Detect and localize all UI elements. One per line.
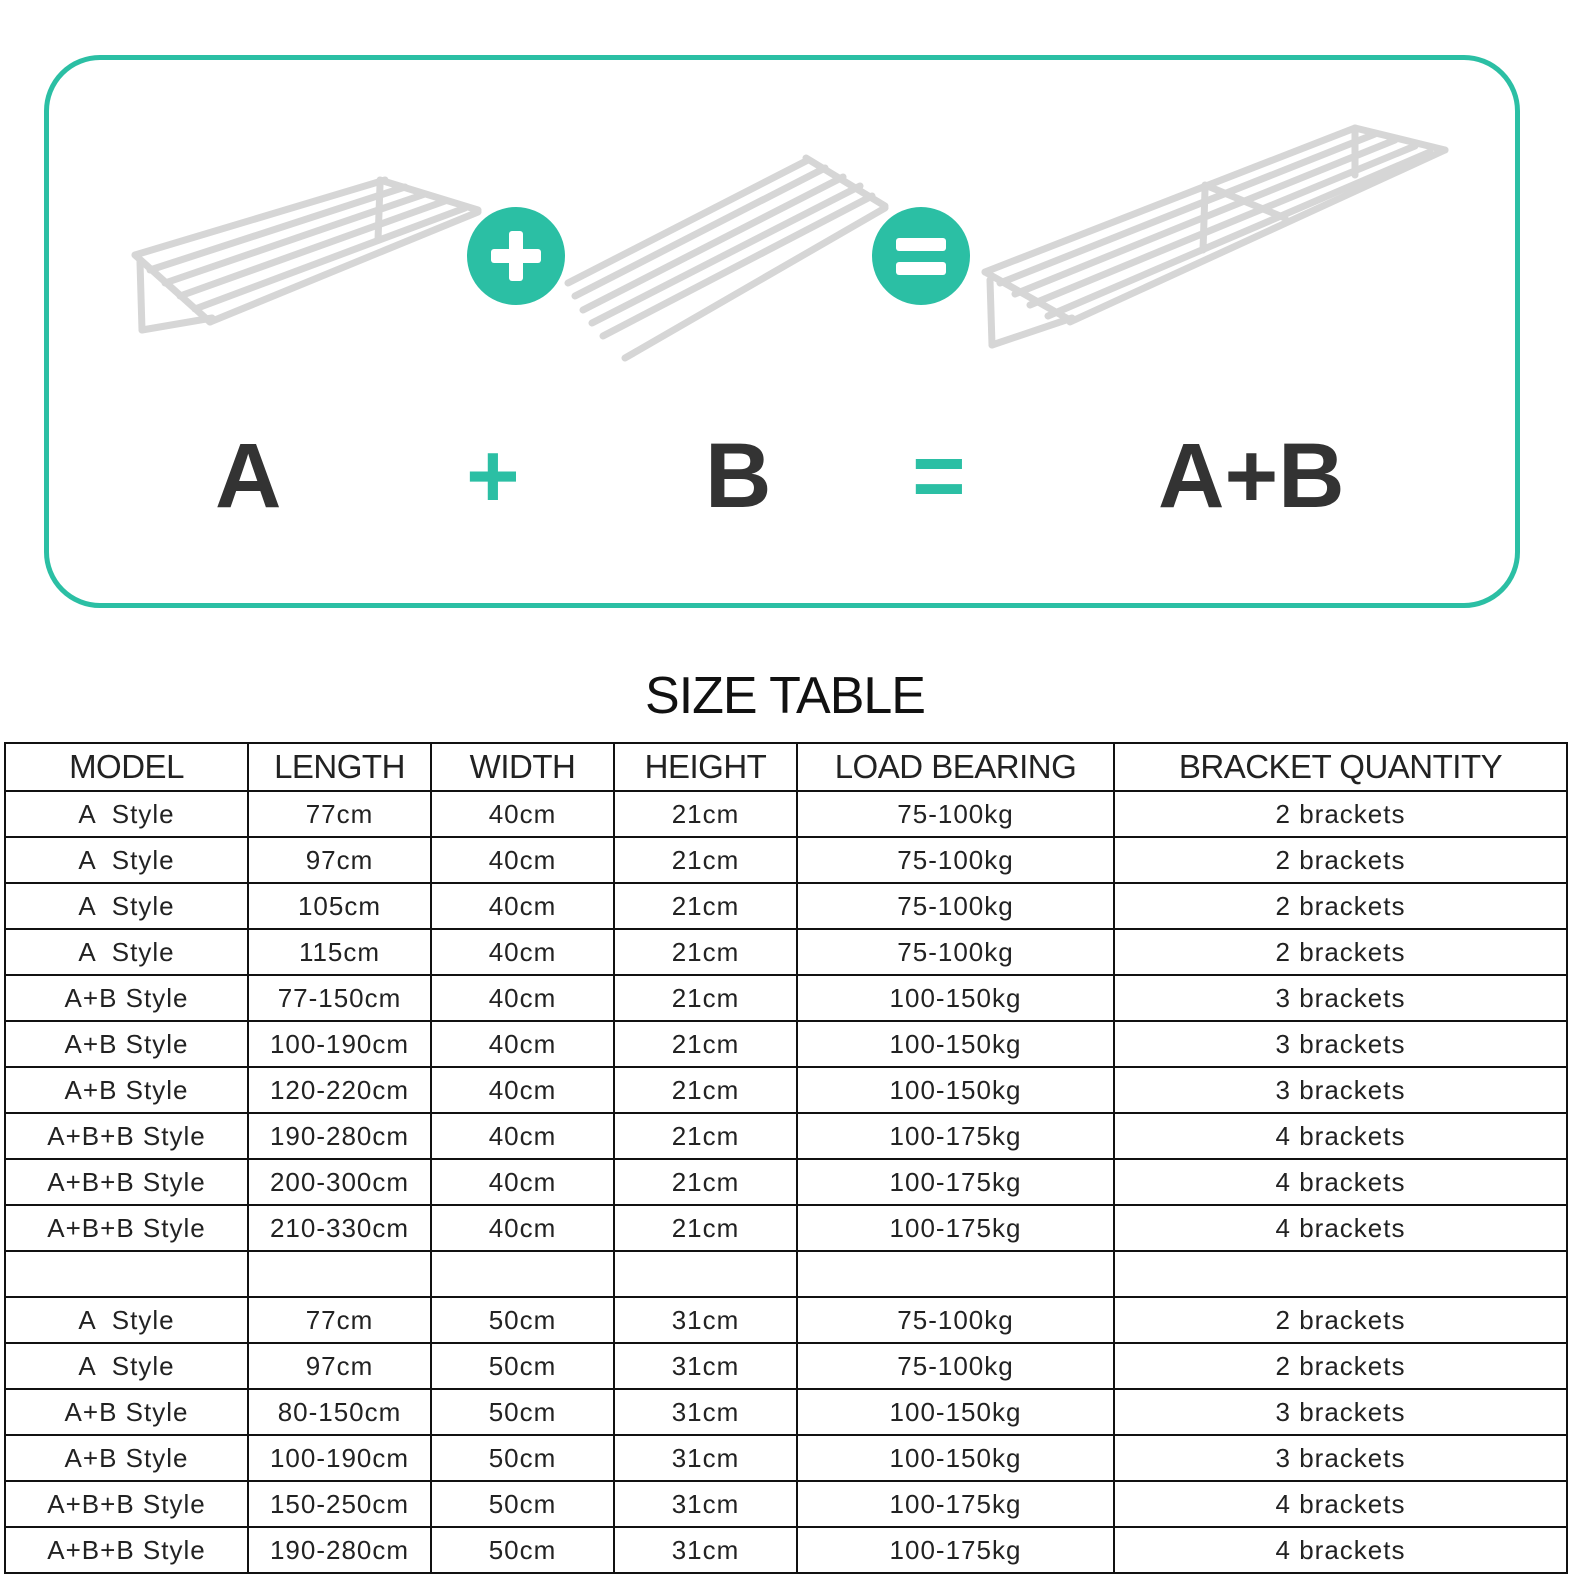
table-row	[5, 1389, 1567, 1435]
cell-height	[614, 1251, 797, 1297]
table-row	[5, 1113, 1567, 1159]
cell-model: A+B+B Style	[5, 1481, 248, 1527]
table-row	[5, 1021, 1567, 1067]
cell-bracket-quantity: 3 brackets	[1114, 1435, 1567, 1481]
table-row	[5, 975, 1567, 1021]
cell-width: 40cm	[431, 1205, 614, 1251]
cell-load-bearing: 100-150kg	[797, 1021, 1114, 1067]
label-ab: A+B	[1158, 425, 1345, 527]
cell-height: 31cm	[614, 1435, 797, 1481]
table-row	[5, 1205, 1567, 1251]
cell-length	[248, 1251, 431, 1297]
cell-model: A Style	[5, 1343, 248, 1389]
cell-bracket-quantity: 3 brackets	[1114, 975, 1567, 1021]
plus-circle-icon	[467, 207, 565, 305]
cell-bracket-quantity	[1114, 1251, 1567, 1297]
table-row	[5, 883, 1567, 929]
cell-load-bearing: 100-150kg	[797, 1389, 1114, 1435]
cell-height: 21cm	[614, 929, 797, 975]
table-row	[5, 1527, 1567, 1573]
cell-length: 77-150cm	[248, 975, 431, 1021]
cell-bracket-quantity: 3 brackets	[1114, 1067, 1567, 1113]
table-row	[5, 1297, 1567, 1343]
cell-width: 40cm	[431, 929, 614, 975]
cell-height: 31cm	[614, 1527, 797, 1573]
cell-width: 50cm	[431, 1297, 614, 1343]
cell-model: A+B Style	[5, 1435, 248, 1481]
cell-model: A+B+B Style	[5, 1159, 248, 1205]
cell-width: 50cm	[431, 1389, 614, 1435]
cell-length: 97cm	[248, 837, 431, 883]
cell-length: 100-190cm	[248, 1021, 431, 1067]
cell-load-bearing: 100-175kg	[797, 1527, 1114, 1573]
table-row	[5, 1251, 1567, 1297]
cell-length: 77cm	[248, 1297, 431, 1343]
table-header-row	[5, 743, 1567, 791]
cell-width: 40cm	[431, 1067, 614, 1113]
table-row	[5, 1435, 1567, 1481]
cell-width: 40cm	[431, 1021, 614, 1067]
table-row	[5, 1343, 1567, 1389]
cell-height: 31cm	[614, 1297, 797, 1343]
cell-load-bearing: 100-175kg	[797, 1159, 1114, 1205]
cell-height: 21cm	[614, 1205, 797, 1251]
cell-bracket-quantity: 3 brackets	[1114, 1389, 1567, 1435]
cell-load-bearing: 75-100kg	[797, 1297, 1114, 1343]
size-table	[4, 742, 1568, 1574]
cell-height: 21cm	[614, 1021, 797, 1067]
cell-load-bearing	[797, 1251, 1114, 1297]
cell-bracket-quantity: 4 brackets	[1114, 1205, 1567, 1251]
cell-load-bearing: 75-100kg	[797, 883, 1114, 929]
shelf-a-image	[135, 180, 478, 330]
table-row	[5, 791, 1567, 837]
cell-height: 21cm	[614, 1113, 797, 1159]
table-row	[5, 837, 1567, 883]
size-table-title: SIZE TABLE	[645, 667, 925, 725]
cell-length: 100-190cm	[248, 1435, 431, 1481]
table-row	[5, 1067, 1567, 1113]
cell-width: 40cm	[431, 1159, 614, 1205]
cell-load-bearing: 100-175kg	[797, 1205, 1114, 1251]
cell-length: 150-250cm	[248, 1481, 431, 1527]
cell-width: 40cm	[431, 837, 614, 883]
cell-height: 21cm	[614, 837, 797, 883]
cell-bracket-quantity: 2 brackets	[1114, 1343, 1567, 1389]
cell-load-bearing: 100-175kg	[797, 1113, 1114, 1159]
cell-width: 40cm	[431, 1113, 614, 1159]
cell-bracket-quantity: 2 brackets	[1114, 1297, 1567, 1343]
cell-model: A+B Style	[5, 1021, 248, 1067]
cell-width: 50cm	[431, 1481, 614, 1527]
cell-bracket-quantity: 4 brackets	[1114, 1159, 1567, 1205]
header-height: HEIGHT	[614, 743, 797, 791]
cell-width: 40cm	[431, 883, 614, 929]
cell-length: 200-300cm	[248, 1159, 431, 1205]
cell-height: 31cm	[614, 1343, 797, 1389]
cell-height: 21cm	[614, 1159, 797, 1205]
cell-height: 31cm	[614, 1481, 797, 1527]
label-b: B	[705, 425, 772, 527]
cell-bracket-quantity: 2 brackets	[1114, 883, 1567, 929]
cell-length: 105cm	[248, 883, 431, 929]
cell-width: 40cm	[431, 791, 614, 837]
header-load-bearing: LOAD BEARING	[797, 743, 1114, 791]
cell-model: A+B+B Style	[5, 1205, 248, 1251]
cell-load-bearing: 100-150kg	[797, 975, 1114, 1021]
label-a: A	[215, 425, 282, 527]
table-row	[5, 1159, 1567, 1205]
cell-bracket-quantity: 4 brackets	[1114, 1481, 1567, 1527]
cell-length: 97cm	[248, 1343, 431, 1389]
shelf-ab-image	[985, 128, 1445, 345]
cell-height: 21cm	[614, 883, 797, 929]
cell-model	[5, 1251, 248, 1297]
cell-load-bearing: 100-175kg	[797, 1481, 1114, 1527]
cell-width: 40cm	[431, 975, 614, 1021]
cell-bracket-quantity: 2 brackets	[1114, 837, 1567, 883]
cell-load-bearing: 75-100kg	[797, 929, 1114, 975]
cell-bracket-quantity: 2 brackets	[1114, 929, 1567, 975]
cell-length: 120-220cm	[248, 1067, 431, 1113]
cell-model: A Style	[5, 791, 248, 837]
cell-model: A+B+B Style	[5, 1527, 248, 1573]
cell-load-bearing: 100-150kg	[797, 1435, 1114, 1481]
shelf-illustration	[0, 0, 1570, 620]
cell-length: 210-330cm	[248, 1205, 431, 1251]
plus-sign: +	[466, 425, 520, 527]
cell-load-bearing: 100-150kg	[797, 1067, 1114, 1113]
header-model: MODEL	[5, 743, 248, 791]
cell-height: 21cm	[614, 791, 797, 837]
cell-length: 190-280cm	[248, 1113, 431, 1159]
cell-bracket-quantity: 2 brackets	[1114, 791, 1567, 837]
cell-load-bearing: 75-100kg	[797, 837, 1114, 883]
equals-sign: =	[912, 425, 966, 527]
cell-height: 21cm	[614, 1067, 797, 1113]
cell-length: 77cm	[248, 791, 431, 837]
cell-height: 31cm	[614, 1389, 797, 1435]
header-length: LENGTH	[248, 743, 431, 791]
header-bracket-quantity: BRACKET QUANTITY	[1114, 743, 1567, 791]
cell-length: 80-150cm	[248, 1389, 431, 1435]
cell-width: 50cm	[431, 1343, 614, 1389]
cell-length: 190-280cm	[248, 1527, 431, 1573]
cell-bracket-quantity: 4 brackets	[1114, 1113, 1567, 1159]
cell-model: A Style	[5, 929, 248, 975]
cell-model: A+B Style	[5, 975, 248, 1021]
cell-model: A Style	[5, 1297, 248, 1343]
cell-model: A Style	[5, 883, 248, 929]
equals-circle-icon	[872, 207, 970, 305]
cell-model: A+B Style	[5, 1389, 248, 1435]
cell-length: 115cm	[248, 929, 431, 975]
cell-width: 50cm	[431, 1527, 614, 1573]
cell-bracket-quantity: 3 brackets	[1114, 1021, 1567, 1067]
cell-model: A Style	[5, 837, 248, 883]
cell-model: A+B Style	[5, 1067, 248, 1113]
cell-width: 50cm	[431, 1435, 614, 1481]
cell-bracket-quantity: 4 brackets	[1114, 1527, 1567, 1573]
cell-load-bearing: 75-100kg	[797, 791, 1114, 837]
shelf-b-image	[568, 158, 885, 358]
cell-load-bearing: 75-100kg	[797, 1343, 1114, 1389]
cell-model: A+B+B Style	[5, 1113, 248, 1159]
cell-width	[431, 1251, 614, 1297]
header-width: WIDTH	[431, 743, 614, 791]
table-row	[5, 929, 1567, 975]
cell-height: 21cm	[614, 975, 797, 1021]
table-row	[5, 1481, 1567, 1527]
